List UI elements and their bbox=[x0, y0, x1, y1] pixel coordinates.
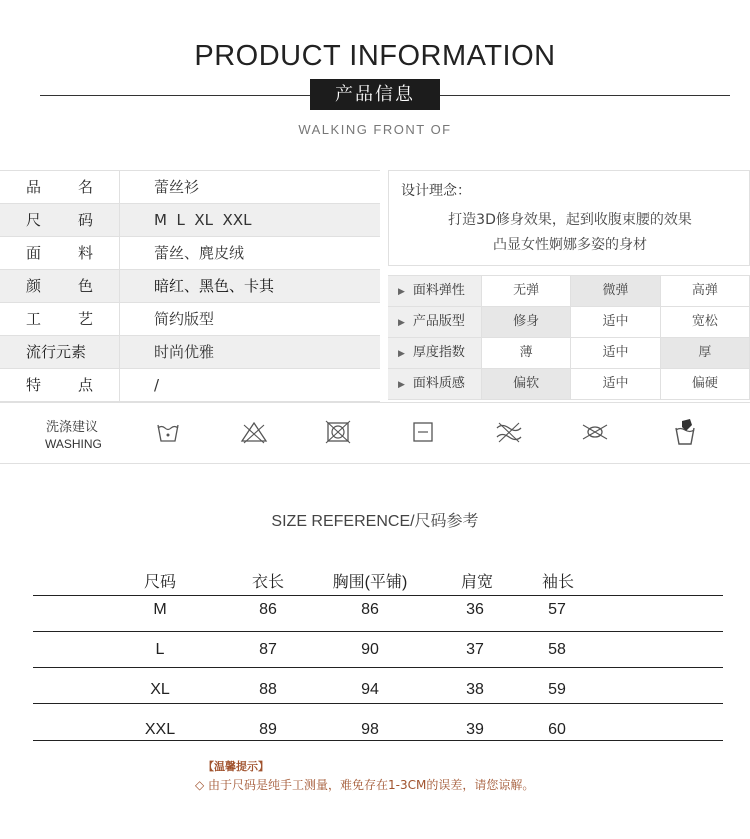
attribute-key: 工 艺 bbox=[0, 303, 120, 335]
no-dry-clean-icon bbox=[580, 419, 610, 445]
scale-option: 薄 bbox=[482, 338, 571, 368]
size-header: 肩宽 bbox=[460, 574, 493, 591]
line-dry-icon bbox=[410, 419, 436, 445]
size-cell: 90 bbox=[361, 641, 379, 658]
attribute-value: 蕾丝衫 bbox=[154, 178, 200, 196]
size-cell: 88 bbox=[259, 681, 277, 698]
table-divider bbox=[33, 595, 723, 596]
size-cell: 89 bbox=[259, 721, 277, 738]
triangle-right-icon: ▶ bbox=[398, 287, 405, 297]
attribute-key: 流行元素 bbox=[0, 336, 120, 368]
size-cell: 86 bbox=[361, 601, 379, 618]
triangle-right-icon: ▶ bbox=[398, 349, 405, 359]
page-subtitle: WALKING FRONT OF bbox=[298, 122, 452, 137]
scale-label: ▶ 面料弹性 bbox=[388, 276, 482, 306]
scale-row-thickness bbox=[388, 338, 750, 369]
size-cell: 58 bbox=[548, 641, 566, 658]
washing-label-en: WASHING bbox=[45, 437, 102, 451]
scale-option: 适中 bbox=[571, 369, 660, 399]
attribute-value: 蕾丝、麂皮绒 bbox=[154, 244, 245, 262]
no-tumble-dry-icon bbox=[324, 419, 352, 445]
design-concept-box bbox=[388, 170, 750, 266]
scale-option-selected: 偏软 bbox=[482, 369, 571, 399]
size-cell: 57 bbox=[548, 601, 566, 618]
scale-option: 宽松 bbox=[661, 307, 750, 337]
tip-title: 【温馨提示】 bbox=[203, 760, 269, 773]
header-divider-left bbox=[40, 95, 310, 96]
table-divider bbox=[33, 631, 723, 632]
hand-wash-icon bbox=[155, 419, 181, 445]
property-scale-table bbox=[388, 275, 750, 400]
table-divider bbox=[33, 740, 723, 741]
scale-row-fit bbox=[388, 307, 750, 338]
attribute-value: 时尚优雅 bbox=[154, 343, 215, 361]
size-cell: XL bbox=[150, 681, 170, 698]
triangle-right-icon: ▶ bbox=[398, 380, 405, 390]
section-title-badge: 产品信息 bbox=[310, 79, 440, 110]
attribute-value: M L XL XXL bbox=[154, 211, 252, 229]
attribute-value: / bbox=[154, 376, 160, 394]
size-cell: 38 bbox=[466, 681, 484, 698]
size-header: 袖长 bbox=[541, 574, 574, 591]
scale-label: ▶ 产品版型 bbox=[388, 307, 482, 337]
attribute-row-name bbox=[0, 171, 380, 204]
size-cell: 98 bbox=[361, 721, 379, 738]
attribute-row-craft bbox=[0, 303, 380, 336]
scale-row-texture bbox=[388, 369, 750, 400]
attribute-row-trend bbox=[0, 336, 380, 369]
tip-text: ◇ 由于尺码是纯手工测量，难免存在1-3CM的误差，请您谅解。 bbox=[195, 778, 535, 792]
scale-option: 偏硬 bbox=[661, 369, 750, 399]
attribute-value: 暗红、黑色、卡其 bbox=[154, 277, 275, 295]
page-title: PRODUCT INFORMATION bbox=[194, 40, 556, 72]
washing-section bbox=[0, 402, 750, 464]
scale-option: 适中 bbox=[571, 307, 660, 337]
design-concept-line: 打造3D修身效果，起到收腹束腰的效果 bbox=[448, 212, 692, 228]
scale-option-selected: 微弹 bbox=[571, 276, 660, 306]
attribute-key: 尺 码 bbox=[0, 204, 120, 236]
attribute-key: 品 名 bbox=[0, 171, 120, 203]
attribute-key: 特 点 bbox=[0, 369, 120, 401]
size-header: 尺码 bbox=[143, 574, 176, 591]
size-cell: 87 bbox=[259, 641, 277, 658]
scale-label: ▶ 厚度指数 bbox=[388, 338, 482, 368]
scale-row-elasticity bbox=[388, 276, 750, 307]
attribute-row-feature bbox=[0, 369, 380, 402]
header-divider-right bbox=[440, 95, 730, 96]
design-concept-label: 设计理念： bbox=[401, 183, 471, 199]
no-wring-icon bbox=[494, 419, 524, 445]
triangle-right-icon: ▶ bbox=[398, 318, 405, 328]
size-cell: 59 bbox=[548, 681, 566, 698]
size-cell: 36 bbox=[466, 601, 484, 618]
attribute-value: 简约版型 bbox=[154, 310, 215, 328]
size-header: 衣长 bbox=[251, 574, 284, 591]
size-cell: 39 bbox=[466, 721, 484, 738]
attribute-key: 面 料 bbox=[0, 237, 120, 269]
attribute-row-color bbox=[0, 270, 380, 303]
attribute-row-size bbox=[0, 204, 380, 237]
scale-label: ▶ 面料质感 bbox=[388, 369, 482, 399]
design-concept-line: 凸显女性婀娜多姿的身材 bbox=[493, 237, 647, 253]
size-cell: 60 bbox=[548, 721, 566, 738]
no-bleach-icon bbox=[240, 419, 268, 445]
table-divider bbox=[33, 667, 723, 668]
size-reference-title: SIZE REFERENCE/尺码参考 bbox=[271, 513, 479, 530]
size-cell: 37 bbox=[466, 641, 484, 658]
attribute-table bbox=[0, 170, 380, 402]
size-cell: L bbox=[155, 641, 165, 658]
hand-wash-bucket-icon bbox=[672, 417, 698, 447]
table-divider bbox=[33, 703, 723, 704]
size-cell: 86 bbox=[259, 601, 277, 618]
scale-option-selected: 厚 bbox=[661, 338, 750, 368]
size-header: 胸围(平铺) bbox=[332, 574, 408, 591]
scale-option: 适中 bbox=[571, 338, 660, 368]
washing-label-cn: 洗涤建议 bbox=[46, 420, 99, 435]
scale-option-selected: 修身 bbox=[482, 307, 571, 337]
attribute-key: 颜 色 bbox=[0, 270, 120, 302]
size-cell: 94 bbox=[361, 681, 379, 698]
scale-option: 无弹 bbox=[482, 276, 571, 306]
size-cell: XXL bbox=[144, 721, 176, 738]
scale-option: 高弹 bbox=[661, 276, 750, 306]
size-cell: M bbox=[153, 601, 167, 618]
attribute-row-fabric bbox=[0, 237, 380, 270]
